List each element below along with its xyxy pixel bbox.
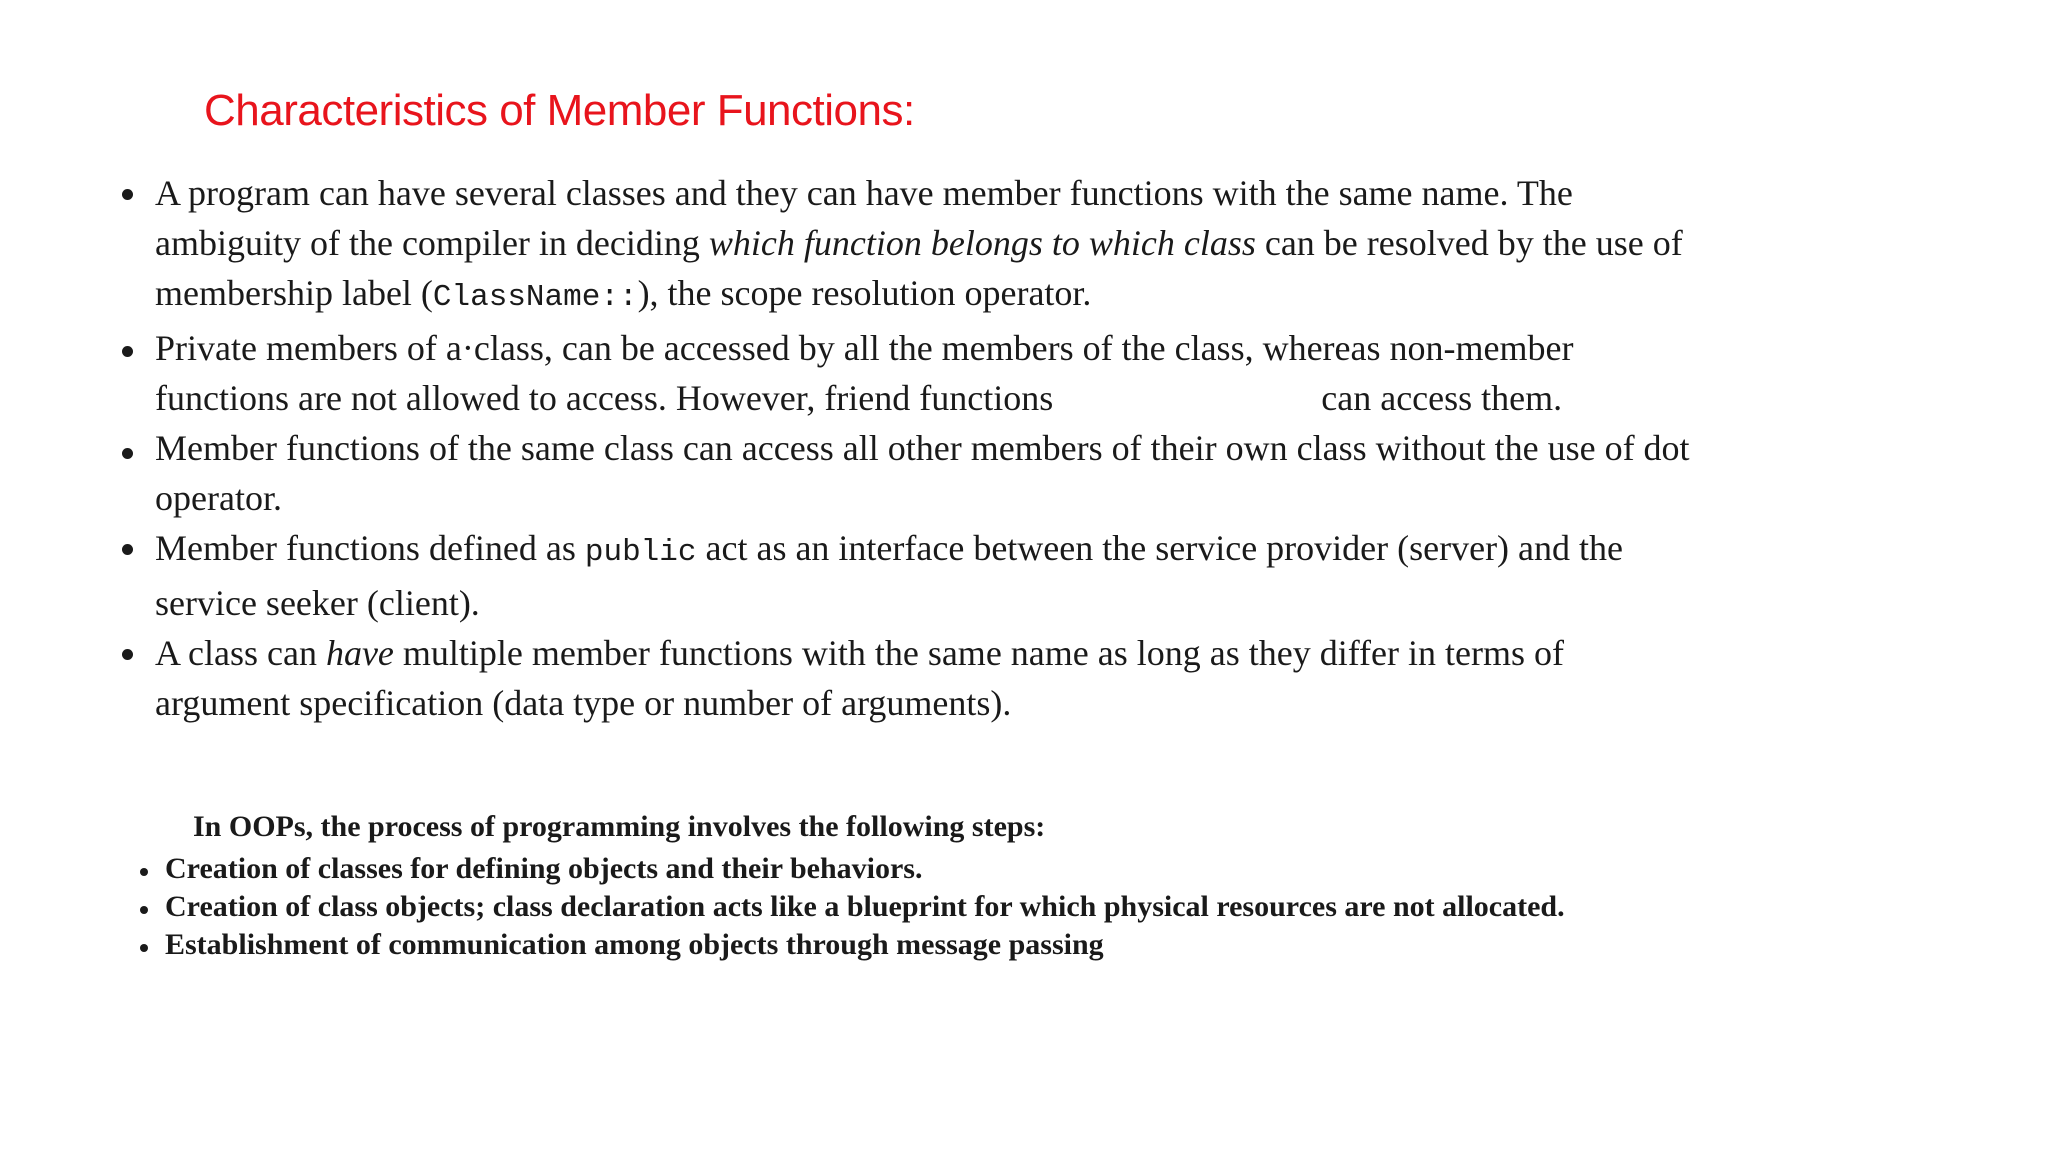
list-item (136, 926, 1696, 964)
list-item (155, 523, 1695, 628)
bullet-dot-icon (140, 868, 148, 876)
bullet-dot-icon (122, 544, 133, 555)
step-text: Establishment of communication among objects through message passing (165, 928, 1104, 961)
list-item (155, 423, 1695, 523)
steps-list (136, 850, 1696, 964)
item-text: can be resolved by the use of membership label ( (155, 223, 1683, 313)
item-text: A program can have several classes and they can have member functions with the same name. The ambiguity of the compiler in deciding (155, 173, 1573, 263)
item-italic-text: which function belongs to which class (708, 223, 1256, 263)
item-text: Member functions of the same class can access all other members of their own class without the use of dot operator. (155, 428, 1690, 518)
bullet-dot-icon (122, 189, 133, 200)
bullet-dot-icon (140, 944, 148, 952)
item-text: Private members of a·class, can be accessed by all the members of the class, whereas non-member functions are not allowed to access. However, friend functions (155, 328, 1574, 418)
list-item (155, 628, 1695, 728)
item-italic-text: have (325, 633, 394, 673)
list-item (155, 323, 1695, 423)
item-code: public (584, 535, 697, 570)
step-text: Creation of class objects; class declaration acts like a blueprint for which physical resources are not allocated. (165, 890, 1565, 923)
item-text: multiple member functions with the same name as long as they differ in terms of argument specification (data type or number of arguments). (155, 633, 1564, 723)
list-item (136, 850, 1696, 888)
oop-steps-section (136, 808, 1696, 964)
characteristics-list (155, 168, 1695, 728)
list-item (155, 168, 1695, 323)
bullet-dot-icon (122, 448, 133, 459)
bullet-dot-icon (140, 906, 148, 914)
bullet-dot-icon (122, 649, 133, 660)
item-text: can access them. (1321, 378, 1563, 418)
step-text: Creation of classes for defining objects and their behaviors. (165, 852, 923, 885)
item-text: Member functions defined as (155, 528, 585, 568)
slide-title: Characteristics of Member Functions: (204, 86, 915, 135)
bullet-dot-icon (122, 346, 133, 357)
list-item (136, 888, 1696, 926)
item-text: act as an interface between the service provider (server) and the service seeker (client). (155, 528, 1624, 623)
item-text: A class can (155, 633, 326, 673)
item-text: ), the scope resolution operator. (637, 273, 1092, 313)
item-code: ClassName:: (432, 280, 638, 315)
steps-intro: In OOPs, the process of programming involves the following steps: (193, 810, 1046, 843)
